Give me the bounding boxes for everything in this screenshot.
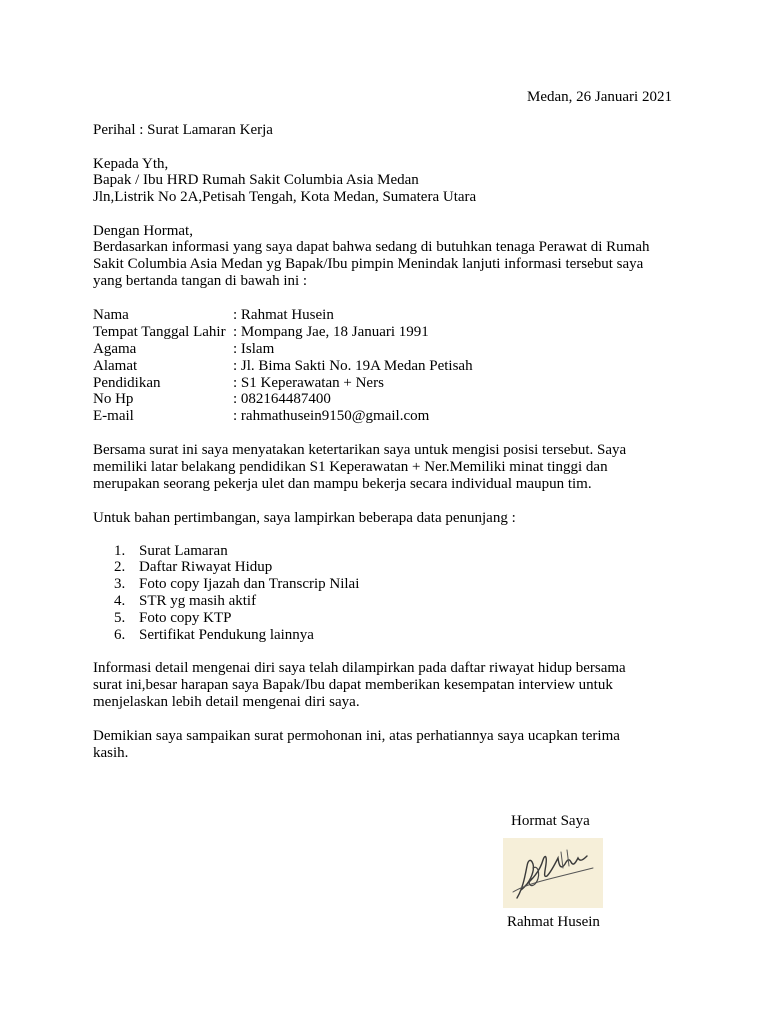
field-no-hp — [93, 391, 331, 408]
field-label: Alamat — [93, 358, 138, 374]
subject-line: Perihal : Surat Lamaran Kerja — [93, 122, 273, 138]
list-text: Foto copy KTP — [139, 610, 232, 626]
list-number: 4. — [114, 593, 126, 609]
field-label: Nama — [93, 307, 129, 323]
details-paragraph — [93, 660, 653, 711]
field-value: : 082164487400 — [233, 391, 331, 407]
signature-image — [503, 838, 603, 908]
field-nama — [93, 307, 334, 324]
signer-name: Rahmat Husein — [507, 914, 600, 930]
interest-paragraph — [93, 442, 653, 493]
field-value: : Islam — [233, 341, 275, 357]
list-item — [114, 543, 228, 560]
list-number: 2. — [114, 559, 126, 575]
paragraph-line: yang bertanda tangan di bawah ini : — [93, 273, 308, 289]
paragraph-line: kasih. — [93, 745, 129, 761]
list-text: Daftar Riwayat Hidup — [139, 559, 273, 575]
field-value: : Jl. Bima Sakti No. 19A Medan Petisah — [233, 358, 473, 374]
paragraph-line: merupakan seorang pekerja ulet dan mampu bekerja secara individual maupun tim. — [93, 476, 592, 492]
field-email — [93, 408, 429, 425]
field-label: Pendidikan — [93, 375, 161, 391]
field-agama — [93, 341, 274, 358]
list-number: 5. — [114, 610, 126, 626]
closing-paragraph — [93, 728, 653, 762]
field-label: Agama — [93, 341, 137, 357]
list-number: 1. — [114, 543, 126, 559]
paragraph-line: Berdasarkan informasi yang saya dapat bahwa sedang di butuhkan tenaga Perawat di Rumah — [93, 239, 650, 255]
field-label: No Hp — [93, 391, 134, 407]
recipient-line-2: Jln,Listrik No 2A,Petisah Tengah, Kota Medan, Sumatera Utara — [93, 189, 477, 205]
field-value: : S1 Keperawatan + Ners — [233, 375, 384, 391]
field-pendidikan — [93, 375, 384, 392]
paragraph-line: Demikian saya sampaikan surat permohonan ini, atas perhatiannya saya ucapkan terima — [93, 728, 620, 744]
place-date: Medan, 26 Januari 2021 — [527, 89, 672, 105]
field-ttl — [93, 324, 429, 341]
paragraph-line: Informasi detail mengenai diri saya telah dilampirkan pada daftar riwayat hidup bersama — [93, 660, 626, 676]
paragraph-line: Sakit Columbia Asia Medan yg Bapak/Ibu pimpin Menindak lanjuti informasi tersebut saya — [93, 256, 644, 272]
paragraph-line: Bersama surat ini saya menyatakan ketertarikan saya untuk mengisi posisi tersebut. Saya — [93, 442, 627, 458]
signature-scribble — [503, 838, 603, 908]
field-label: E-mail — [93, 408, 134, 424]
salutation: Dengan Hormat, — [93, 223, 193, 239]
paragraph-line: menjelaskan lebih detail mengenai diri saya. — [93, 694, 360, 710]
list-item — [114, 610, 232, 627]
field-value: : Rahmat Husein — [233, 307, 334, 323]
list-text: Surat Lamaran — [139, 543, 228, 559]
field-alamat — [93, 358, 473, 375]
list-item — [114, 576, 359, 593]
list-item — [114, 627, 314, 644]
recipient-greeting: Kepada Yth, — [93, 156, 169, 172]
list-text: Sertifikat Pendukung lainnya — [139, 627, 314, 643]
opening-paragraph — [93, 239, 653, 290]
list-text: Foto copy Ijazah dan Transcrip Nilai — [139, 576, 360, 592]
list-item — [114, 559, 272, 576]
paragraph-line: surat ini,besar harapan saya Bapak/Ibu dapat memberikan kesempatan interview untuk — [93, 677, 613, 693]
field-value: : Mompang Jae, 18 Januari 1991 — [233, 324, 429, 340]
recipient-line-1: Bapak / Ibu HRD Rumah Sakit Columbia Asia Medan — [93, 172, 419, 188]
regards-text: Hormat Saya — [511, 813, 590, 829]
field-label: Tempat Tanggal Lahir — [93, 324, 226, 340]
list-item — [114, 593, 256, 610]
paragraph-line: memiliki latar belakang pendidikan S1 Keperawatan + Ner.Memiliki minat tinggi dan — [93, 459, 608, 475]
attachments-intro: Untuk bahan pertimbangan, saya lampirkan beberapa data penunjang : — [93, 510, 516, 526]
list-number: 6. — [114, 627, 126, 643]
field-value: : rahmathusein9150@gmail.com — [233, 408, 430, 424]
list-number: 3. — [114, 576, 126, 592]
list-text: STR yg masih aktif — [139, 593, 257, 609]
